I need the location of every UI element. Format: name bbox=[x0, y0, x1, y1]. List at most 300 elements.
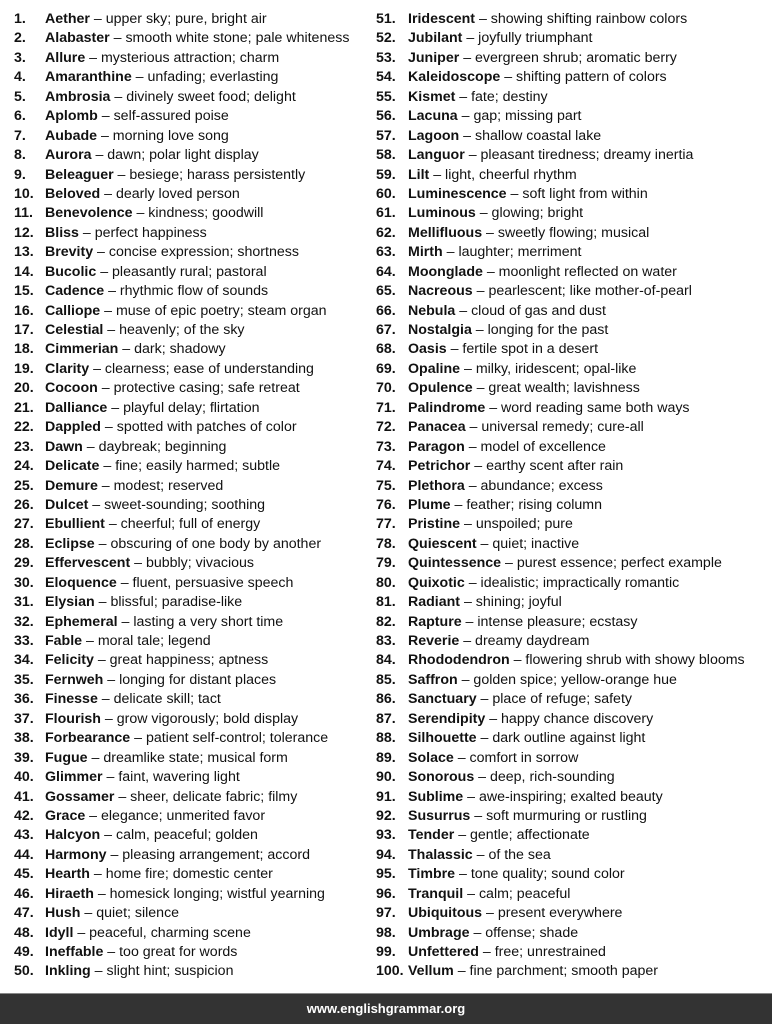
item-definition: – great wealth; lavishness bbox=[472, 380, 640, 397]
item-term: Felicity bbox=[45, 652, 94, 669]
item-number: 8. bbox=[14, 147, 26, 164]
item-term: Halcyon bbox=[45, 827, 101, 844]
list-item bbox=[376, 729, 770, 748]
list-item bbox=[376, 204, 770, 223]
item-number: 86. bbox=[376, 691, 396, 708]
item-term: Ineffable bbox=[45, 944, 104, 960]
list-item bbox=[14, 962, 374, 981]
item-definition: – glowing; bright bbox=[475, 205, 584, 222]
list-item bbox=[376, 904, 770, 923]
item-term: Quintessence bbox=[408, 555, 502, 572]
item-number: 24. bbox=[14, 458, 34, 475]
item-definition: – cloud of gas and dust bbox=[455, 302, 606, 319]
item-term: Glimmer bbox=[45, 769, 103, 786]
item-term: Thalassic bbox=[408, 846, 473, 863]
item-definition: – gentle; affectionate bbox=[454, 827, 590, 844]
item-number: 26. bbox=[14, 496, 34, 513]
list-item bbox=[14, 243, 374, 262]
list-item bbox=[376, 457, 770, 476]
item-number: 73. bbox=[376, 438, 396, 455]
list-item bbox=[376, 593, 770, 612]
item-definition: – protective casing; safe retreat bbox=[97, 380, 300, 397]
item-number: 21. bbox=[14, 399, 34, 416]
item-term: Ambrosia bbox=[45, 88, 111, 105]
item-definition: – pleasant tiredness; dreamy inertia bbox=[464, 147, 694, 164]
item-number: 20. bbox=[14, 380, 34, 397]
item-number: 77. bbox=[376, 516, 396, 533]
item-definition: – rhythmic flow of sounds bbox=[104, 283, 269, 300]
item-number: 38. bbox=[14, 730, 34, 747]
item-number: 66. bbox=[376, 302, 396, 319]
list-item bbox=[376, 127, 770, 146]
list-item bbox=[14, 166, 374, 185]
item-term: Susurrus bbox=[408, 807, 471, 824]
item-number: 76. bbox=[376, 496, 396, 513]
item-number: 18. bbox=[14, 341, 34, 358]
item-term: Aplomb bbox=[45, 108, 98, 125]
item-term: Hush bbox=[45, 905, 81, 922]
item-term: Pristine bbox=[408, 516, 461, 533]
item-number: 31. bbox=[14, 594, 34, 611]
list-item bbox=[14, 885, 374, 904]
item-number: 98. bbox=[376, 924, 396, 941]
item-definition: – word reading same both ways bbox=[485, 399, 690, 416]
item-definition: – fine; easily harmed; subtle bbox=[99, 458, 281, 475]
item-term: Beleaguer bbox=[45, 166, 114, 183]
list-item bbox=[14, 632, 374, 651]
item-definition: – moonlight reflected on water bbox=[482, 263, 677, 280]
item-definition: – deep, rich-sounding bbox=[474, 769, 615, 786]
item-definition: – pleasantly rural; pastoral bbox=[96, 263, 267, 280]
item-number: 96. bbox=[376, 885, 396, 902]
item-definition: – showing shifting rainbow colors bbox=[475, 11, 688, 27]
list-item bbox=[14, 29, 374, 48]
item-definition: – flowering shrub with showy blooms bbox=[509, 652, 745, 669]
item-definition: – free; unrestrained bbox=[478, 944, 606, 960]
item-number: 25. bbox=[14, 477, 34, 494]
list-item bbox=[14, 185, 374, 204]
item-number: 2. bbox=[14, 30, 26, 47]
item-term: Solace bbox=[408, 749, 454, 766]
list-item bbox=[376, 29, 770, 48]
item-term: Grace bbox=[45, 807, 86, 824]
item-term: Eclipse bbox=[45, 535, 95, 552]
list-item bbox=[376, 632, 770, 651]
item-number: 100. bbox=[376, 963, 404, 980]
list-item bbox=[14, 340, 374, 359]
item-number: 5. bbox=[14, 88, 26, 105]
item-definition: – shifting pattern of colors bbox=[500, 69, 667, 86]
item-definition: – playful delay; flirtation bbox=[107, 399, 260, 416]
item-term: Dalliance bbox=[45, 399, 108, 416]
item-number: 30. bbox=[14, 574, 34, 591]
list-item bbox=[376, 846, 770, 865]
item-definition: – cheerful; full of energy bbox=[104, 516, 261, 533]
item-definition: – unfading; everlasting bbox=[131, 69, 279, 86]
item-term: Fugue bbox=[45, 749, 88, 766]
item-definition: – self-assured poise bbox=[97, 108, 229, 125]
item-number: 58. bbox=[376, 147, 396, 164]
item-term: Plethora bbox=[408, 477, 465, 494]
item-definition: – dark outline against light bbox=[476, 730, 646, 747]
item-definition: – dearly loved person bbox=[100, 185, 240, 202]
item-term: Cocoon bbox=[45, 380, 98, 397]
list-item bbox=[14, 651, 374, 670]
list-item bbox=[376, 418, 770, 437]
item-definition: – fine parchment; smooth paper bbox=[453, 963, 659, 980]
list-item bbox=[14, 729, 374, 748]
item-term: Quiescent bbox=[408, 535, 477, 552]
list-item bbox=[376, 302, 770, 321]
item-definition: – dawn; polar light display bbox=[91, 147, 259, 164]
item-definition: – soft murmuring or rustling bbox=[470, 807, 647, 824]
item-number: 48. bbox=[14, 924, 34, 941]
item-definition: – calm, peaceful; golden bbox=[100, 827, 258, 844]
item-term: Languor bbox=[408, 147, 465, 164]
list-item bbox=[376, 554, 770, 573]
item-term: Unfettered bbox=[408, 944, 479, 960]
item-definition: – feather; rising column bbox=[450, 496, 602, 513]
item-definition: – dreamlike state; musical form bbox=[87, 749, 288, 766]
item-definition: – soft light from within bbox=[506, 185, 648, 202]
item-definition: – mysterious attraction; charm bbox=[85, 49, 280, 66]
list-item bbox=[14, 263, 374, 282]
item-number: 7. bbox=[14, 127, 26, 144]
list-item bbox=[14, 574, 374, 593]
item-definition: – longing for the past bbox=[471, 322, 609, 338]
item-number: 37. bbox=[14, 710, 34, 727]
item-number: 49. bbox=[14, 944, 34, 960]
item-definition: – golden spice; yellow-orange hue bbox=[457, 671, 677, 688]
item-definition: – comfort in sorrow bbox=[453, 749, 579, 766]
item-number: 43. bbox=[14, 827, 34, 844]
item-term: Ubiquitous bbox=[408, 905, 483, 922]
item-term: Aether bbox=[45, 11, 90, 27]
item-number: 34. bbox=[14, 652, 34, 669]
list-item bbox=[376, 10, 770, 29]
item-number: 89. bbox=[376, 749, 396, 766]
item-number: 97. bbox=[376, 905, 396, 922]
item-term: Sonorous bbox=[408, 769, 475, 786]
item-term: Jubilant bbox=[408, 30, 463, 47]
item-number: 3. bbox=[14, 49, 26, 66]
list-item bbox=[14, 788, 374, 807]
item-number: 53. bbox=[376, 49, 396, 66]
item-number: 90. bbox=[376, 769, 396, 786]
list-item bbox=[14, 224, 374, 243]
item-term: Rapture bbox=[408, 613, 462, 630]
item-definition: – fertile spot in a desert bbox=[446, 341, 599, 358]
item-number: 13. bbox=[14, 244, 34, 261]
item-term: Plume bbox=[408, 496, 451, 513]
list-item bbox=[14, 321, 374, 340]
item-number: 63. bbox=[376, 244, 396, 261]
list-item bbox=[14, 826, 374, 845]
item-definition: – heavenly; of the sky bbox=[103, 322, 245, 338]
list-item bbox=[376, 107, 770, 126]
list-item bbox=[14, 496, 374, 515]
list-item bbox=[14, 379, 374, 398]
item-definition: – perfect happiness bbox=[78, 224, 207, 241]
item-number: 45. bbox=[14, 866, 34, 883]
item-definition: – pearlescent; like mother-of-pearl bbox=[472, 283, 692, 300]
list-item bbox=[14, 477, 374, 496]
item-term: Palindrome bbox=[408, 399, 486, 416]
item-definition: – dreamy daydream bbox=[459, 633, 590, 649]
item-definition: – smooth white stone; pale whiteness bbox=[109, 30, 350, 47]
item-term: Alabaster bbox=[45, 30, 110, 47]
item-term: Moonglade bbox=[408, 263, 483, 280]
item-term: Dappled bbox=[45, 419, 101, 436]
item-term: Idyll bbox=[45, 924, 74, 941]
list-item bbox=[376, 146, 770, 165]
list-item bbox=[376, 924, 770, 943]
list-item bbox=[14, 924, 374, 943]
item-number: 29. bbox=[14, 555, 34, 572]
list-item bbox=[376, 68, 770, 87]
list-item bbox=[14, 749, 374, 768]
list-item bbox=[376, 185, 770, 204]
list-item bbox=[14, 671, 374, 690]
item-definition: – place of refuge; safety bbox=[476, 691, 632, 708]
list-item bbox=[14, 399, 374, 418]
list-item bbox=[376, 49, 770, 68]
list-item bbox=[376, 788, 770, 807]
item-definition: – too great for words bbox=[103, 944, 238, 960]
item-definition: – milky, iridescent; opal-like bbox=[460, 360, 637, 377]
item-definition: – patient self-control; tolerance bbox=[130, 730, 329, 747]
item-number: 51. bbox=[376, 11, 396, 27]
list-item bbox=[376, 88, 770, 107]
item-term: Dulcet bbox=[45, 496, 89, 513]
item-number: 42. bbox=[14, 807, 34, 824]
item-definition: – great happiness; aptness bbox=[93, 652, 269, 669]
item-definition: – model of excellence bbox=[464, 438, 606, 455]
item-definition: – quiet; inactive bbox=[476, 535, 580, 552]
list-item bbox=[376, 865, 770, 884]
item-term: Oasis bbox=[408, 341, 447, 358]
item-definition: – joyfully triumphant bbox=[462, 30, 593, 47]
item-number: 56. bbox=[376, 108, 396, 125]
item-number: 84. bbox=[376, 652, 396, 669]
item-definition: – quiet; silence bbox=[80, 905, 180, 922]
list-item bbox=[376, 943, 770, 962]
item-number: 47. bbox=[14, 905, 34, 922]
item-number: 83. bbox=[376, 633, 396, 649]
item-term: Hiraeth bbox=[45, 885, 94, 902]
list-item bbox=[376, 224, 770, 243]
item-number: 79. bbox=[376, 555, 396, 572]
item-definition: – sweetly flowing; musical bbox=[482, 224, 650, 241]
item-definition: – abundance; excess bbox=[464, 477, 603, 494]
item-definition: – bubbly; vivacious bbox=[130, 555, 254, 572]
item-definition: – modest; reserved bbox=[97, 477, 224, 494]
item-definition: – obscuring of one body by another bbox=[94, 535, 322, 552]
item-number: 55. bbox=[376, 88, 396, 105]
item-definition: – evergreen shrub; aromatic berry bbox=[459, 49, 677, 66]
item-term: Mirth bbox=[408, 244, 443, 261]
list-item bbox=[376, 496, 770, 515]
item-number: 54. bbox=[376, 69, 396, 86]
item-number: 62. bbox=[376, 224, 396, 241]
item-term: Luminous bbox=[408, 205, 476, 222]
item-number: 60. bbox=[376, 185, 396, 202]
list-item bbox=[14, 360, 374, 379]
list-item bbox=[376, 710, 770, 729]
item-term: Elysian bbox=[45, 594, 95, 611]
item-term: Silhouette bbox=[408, 730, 477, 747]
item-term: Beloved bbox=[45, 185, 101, 202]
list-item bbox=[14, 68, 374, 87]
list-item bbox=[376, 535, 770, 554]
list-item bbox=[376, 282, 770, 301]
word-list-right bbox=[376, 10, 770, 982]
item-definition: – moral tale; legend bbox=[82, 633, 211, 649]
item-number: 28. bbox=[14, 535, 34, 552]
list-item bbox=[14, 438, 374, 457]
list-item bbox=[14, 127, 374, 146]
item-number: 23. bbox=[14, 438, 34, 455]
item-term: Inkling bbox=[45, 963, 91, 980]
item-definition: – calm; peaceful bbox=[463, 885, 571, 902]
item-number: 99. bbox=[376, 944, 396, 960]
item-number: 16. bbox=[14, 302, 34, 319]
item-term: Opulence bbox=[408, 380, 473, 397]
item-definition: – longing for distant places bbox=[103, 671, 277, 688]
list-item bbox=[376, 690, 770, 709]
list-item bbox=[376, 477, 770, 496]
item-definition: – awe-inspiring; exalted beauty bbox=[463, 788, 663, 805]
item-term: Mellifluous bbox=[408, 224, 483, 241]
item-term: Sublime bbox=[408, 788, 464, 805]
item-term: Tranquil bbox=[408, 885, 464, 902]
item-definition: – spotted with patches of color bbox=[100, 419, 297, 436]
item-number: 91. bbox=[376, 788, 396, 805]
list-item bbox=[376, 360, 770, 379]
item-term: Petrichor bbox=[408, 458, 471, 475]
list-item bbox=[376, 807, 770, 826]
item-term: Ebullient bbox=[45, 516, 105, 533]
item-definition: – sheer, delicate fabric; filmy bbox=[114, 788, 298, 805]
item-term: Clarity bbox=[45, 360, 90, 377]
item-definition: – slight hint; suspicion bbox=[90, 963, 234, 980]
list-item bbox=[376, 768, 770, 787]
item-definition: – shallow coastal lake bbox=[459, 127, 602, 144]
item-definition: – muse of epic poetry; steam organ bbox=[100, 302, 327, 319]
list-item bbox=[376, 243, 770, 262]
list-item bbox=[14, 846, 374, 865]
item-term: Panacea bbox=[408, 419, 466, 436]
item-definition: – intense pleasure; ecstasy bbox=[461, 613, 638, 630]
item-term: Hearth bbox=[45, 866, 90, 883]
list-item bbox=[14, 418, 374, 437]
item-term: Lagoon bbox=[408, 127, 460, 144]
list-item bbox=[14, 690, 374, 709]
list-item bbox=[376, 885, 770, 904]
list-item bbox=[14, 768, 374, 787]
item-term: Forbearance bbox=[45, 730, 131, 747]
item-definition: – laughter; merriment bbox=[442, 244, 582, 261]
item-definition: – clearness; ease of understanding bbox=[89, 360, 314, 377]
list-item bbox=[14, 88, 374, 107]
item-term: Bliss bbox=[45, 224, 79, 241]
item-term: Juniper bbox=[408, 49, 460, 66]
list-item bbox=[376, 574, 770, 593]
item-number: 82. bbox=[376, 613, 396, 630]
item-number: 9. bbox=[14, 166, 26, 183]
item-number: 94. bbox=[376, 846, 396, 863]
item-definition: – earthy scent after rain bbox=[470, 458, 624, 475]
list-item bbox=[14, 457, 374, 476]
item-definition: – home fire; domestic center bbox=[89, 866, 273, 883]
item-term: Vellum bbox=[408, 963, 454, 980]
item-number: 44. bbox=[14, 846, 34, 863]
item-number: 1. bbox=[14, 11, 26, 27]
list-item bbox=[14, 204, 374, 223]
list-item bbox=[376, 438, 770, 457]
item-term: Timbre bbox=[408, 866, 456, 883]
item-number: 46. bbox=[14, 885, 34, 902]
item-term: Tender bbox=[408, 827, 455, 844]
item-definition: – of the sea bbox=[472, 846, 551, 863]
item-definition: – blissful; paradise-like bbox=[94, 594, 243, 611]
list-item bbox=[376, 263, 770, 282]
item-term: Ephemeral bbox=[45, 613, 118, 630]
item-number: 80. bbox=[376, 574, 396, 591]
item-number: 59. bbox=[376, 166, 396, 183]
item-number: 12. bbox=[14, 224, 34, 241]
item-number: 27. bbox=[14, 516, 34, 533]
item-number: 17. bbox=[14, 322, 34, 338]
item-number: 74. bbox=[376, 458, 396, 475]
item-definition: – kindness; goodwill bbox=[132, 205, 264, 222]
item-term: Cimmerian bbox=[45, 341, 119, 358]
list-item bbox=[14, 515, 374, 534]
item-term: Celestial bbox=[45, 322, 104, 338]
item-term: Allure bbox=[45, 49, 86, 66]
item-definition: – gap; missing part bbox=[457, 108, 582, 125]
item-term: Rhododendron bbox=[408, 652, 510, 669]
item-term: Umbrage bbox=[408, 924, 470, 941]
item-term: Finesse bbox=[45, 691, 98, 708]
item-number: 85. bbox=[376, 671, 396, 688]
list-item bbox=[14, 282, 374, 301]
item-number: 65. bbox=[376, 283, 396, 300]
item-term: Aubade bbox=[45, 127, 98, 144]
item-term: Iridescent bbox=[408, 11, 476, 27]
item-definition: – grow vigorously; bold display bbox=[100, 710, 299, 727]
item-term: Fernweh bbox=[45, 671, 104, 688]
item-number: 95. bbox=[376, 866, 396, 883]
item-number: 10. bbox=[14, 185, 34, 202]
item-term: Delicate bbox=[45, 458, 100, 475]
list-item bbox=[14, 710, 374, 729]
item-term: Luminescence bbox=[408, 185, 507, 202]
item-term: Sanctuary bbox=[408, 691, 477, 708]
item-term: Lilt bbox=[408, 166, 430, 183]
item-number: 92. bbox=[376, 807, 396, 824]
item-term: Gossamer bbox=[45, 788, 115, 805]
list-item bbox=[14, 943, 374, 962]
list-item bbox=[14, 302, 374, 321]
item-number: 19. bbox=[14, 360, 34, 377]
item-number: 40. bbox=[14, 769, 34, 786]
item-term: Amaranthine bbox=[45, 69, 132, 86]
item-number: 69. bbox=[376, 360, 396, 377]
item-term: Nebula bbox=[408, 302, 456, 319]
item-definition: – daybreak; beginning bbox=[82, 438, 227, 455]
item-number: 41. bbox=[14, 788, 34, 805]
